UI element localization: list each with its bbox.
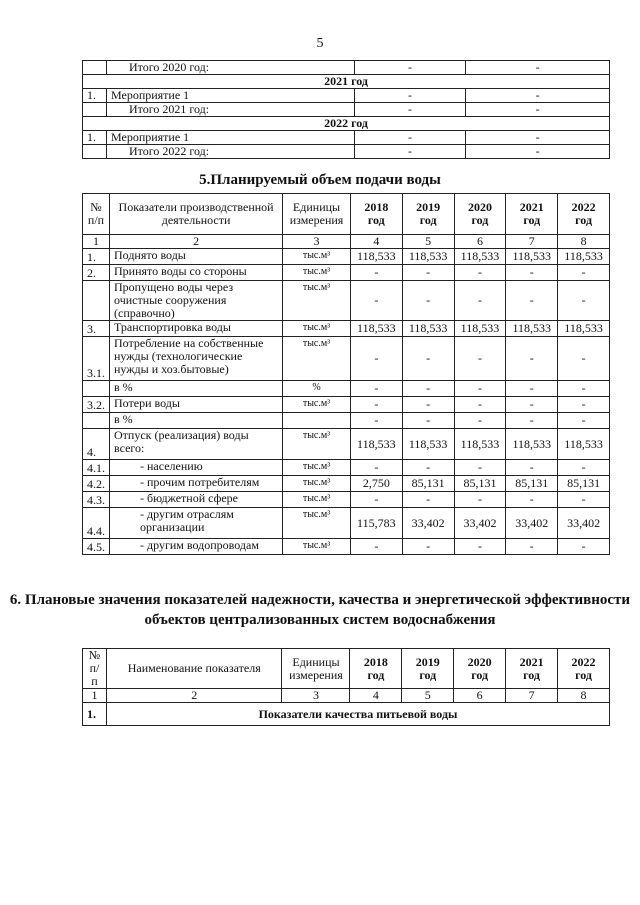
row-unit: тыс.м³ (283, 397, 351, 413)
table-row (83, 145, 610, 159)
row-name: Принято воды со стороны (110, 265, 283, 281)
row-no: 1. (83, 249, 110, 265)
row-value: - (506, 281, 558, 321)
row-value: 85,131 (558, 476, 610, 492)
row-value: - (454, 492, 506, 508)
row-unit: тыс.м³ (283, 508, 351, 539)
row-value: 33,402 (402, 508, 454, 539)
row-no: 4.5. (83, 539, 110, 555)
row-value: - (454, 381, 506, 397)
row-value: - (558, 539, 610, 555)
table-row (83, 61, 610, 75)
row-unit: тыс.м³ (283, 429, 351, 460)
year-label: 2021 год (83, 75, 610, 89)
row-value: - (350, 492, 402, 508)
row-name: Потребление на собственные нужды (технологические нужды и хоз.бытовые) (110, 337, 283, 381)
row-value: 118,533 (350, 321, 402, 337)
row-value: 118,533 (506, 249, 558, 265)
row-value: - (466, 103, 610, 117)
row-value: - (350, 381, 402, 397)
header-no: № п/п (83, 194, 110, 235)
index-cell: 7 (506, 689, 558, 703)
header-name: Наименование показателя (106, 649, 282, 689)
row-name: в % (110, 381, 283, 397)
header-no: № п/п (83, 649, 107, 689)
header-unit: Единицы измерения (282, 649, 350, 689)
row-value: - (402, 492, 454, 508)
row-unit: % (283, 381, 351, 397)
row-value: 118,533 (558, 249, 610, 265)
index-cell: 6 (454, 689, 506, 703)
row-no: 4.4. (83, 508, 110, 539)
row-value: 118,533 (558, 429, 610, 460)
index-cell: 8 (558, 235, 610, 249)
row-value: - (402, 460, 454, 476)
quality-row-no: 1. (83, 703, 107, 726)
header-year: 2020 год (454, 194, 506, 235)
table-row (83, 117, 610, 131)
index-cell: 5 (402, 689, 454, 703)
row-unit: тыс.м³ (283, 476, 351, 492)
row-value: 118,533 (454, 429, 506, 460)
row-value: - (350, 281, 402, 321)
header-year: 2022 год (558, 194, 610, 235)
row-value: - (402, 337, 454, 381)
row-name: Отпуск (реализация) воды всего: (110, 429, 283, 460)
header-year: 2018 год (350, 649, 402, 689)
row-value: - (558, 492, 610, 508)
row-value: - (454, 460, 506, 476)
row-value: 118,533 (402, 249, 454, 265)
row-unit: тыс.м³ (283, 492, 351, 508)
row-no: 1. (83, 89, 107, 103)
row-value: - (466, 145, 610, 159)
row-value: - (454, 265, 506, 281)
row-unit: тыс.м³ (283, 249, 351, 265)
section5-title: 5.Планируемый объем подачи воды (199, 172, 441, 188)
index-cell: 1 (83, 235, 110, 249)
row-name: Потери воды (110, 397, 283, 413)
row-value: - (350, 265, 402, 281)
row-name: - бюджетной сфере (110, 492, 283, 508)
table-row (83, 281, 610, 321)
row-no (83, 281, 110, 321)
row-value: - (506, 413, 558, 429)
index-cell: 2 (110, 235, 283, 249)
header-year: 2019 год (402, 194, 454, 235)
header-year: 2018 год (350, 194, 402, 235)
row-value: - (506, 265, 558, 281)
row-no: 1. (83, 131, 107, 145)
index-cell: 3 (282, 689, 350, 703)
row-value: - (402, 413, 454, 429)
row-name: Итого 2022 год: (106, 145, 354, 159)
index-cell: 1 (83, 689, 107, 703)
row-value: - (454, 539, 506, 555)
row-value: 118,533 (402, 321, 454, 337)
row-name: Транспортировка воды (110, 321, 283, 337)
row-no: 3. (83, 321, 110, 337)
row-value: 118,533 (506, 429, 558, 460)
row-name: Поднято воды (110, 249, 283, 265)
row-value: 2,750 (350, 476, 402, 492)
table-row (83, 89, 610, 103)
table-row (83, 103, 610, 117)
table-row (83, 131, 610, 145)
row-unit: тыс.м³ (283, 265, 351, 281)
index-cell: 4 (350, 235, 402, 249)
section6-title: 6. Плановые значения показателей надежности, качества и энергетической эффективности объектов централизованных систем водоснабжения (9, 592, 631, 628)
header-year: 2021 год (506, 649, 558, 689)
table-row (83, 413, 610, 429)
row-value: - (506, 381, 558, 397)
row-unit: тыс.м³ (283, 321, 351, 337)
index-cell: 5 (402, 235, 454, 249)
quality-row-label: Показатели качества питьевой воды (106, 703, 609, 726)
table-row (83, 508, 610, 539)
row-value: - (350, 539, 402, 555)
row-value: 118,533 (558, 321, 610, 337)
year-label: 2022 год (83, 117, 610, 131)
row-unit: тыс.м³ (283, 281, 351, 321)
row-value: 118,533 (350, 249, 402, 265)
row-name: в % (110, 413, 283, 429)
row-value: - (558, 265, 610, 281)
row-value: - (506, 539, 558, 555)
table-row (83, 381, 610, 397)
row-unit: тыс.м³ (283, 337, 351, 381)
table-row (83, 476, 610, 492)
row-value: - (454, 281, 506, 321)
row-unit: тыс.м³ (283, 460, 351, 476)
row-value: - (454, 397, 506, 413)
events-table (82, 60, 610, 159)
table-row (83, 539, 610, 555)
row-name: Итого 2021 год: (106, 103, 354, 117)
index-cell: 7 (506, 235, 558, 249)
row-value: - (402, 265, 454, 281)
row-value: 118,533 (350, 429, 402, 460)
row-value: - (350, 460, 402, 476)
row-value: 33,402 (558, 508, 610, 539)
row-value: - (558, 413, 610, 429)
row-value: - (350, 397, 402, 413)
row-value: - (506, 397, 558, 413)
row-no (83, 381, 110, 397)
row-no: 2. (83, 265, 110, 281)
index-cell: 3 (283, 235, 351, 249)
row-value: 118,533 (454, 321, 506, 337)
row-name: Итого 2020 год: (106, 61, 354, 75)
row-name: Пропущено воды через очистные сооружения (справочно) (110, 281, 283, 321)
row-name: - другим отраслям организации (110, 508, 283, 539)
row-value: 118,533 (454, 249, 506, 265)
row-value: - (402, 397, 454, 413)
header-name: Показатели производственной деятельности (110, 194, 283, 235)
row-value: - (350, 413, 402, 429)
row-value: 85,131 (454, 476, 506, 492)
row-no: 4.1. (83, 460, 110, 476)
header-unit: Единицы измерения (283, 194, 351, 235)
row-name: - населению (110, 460, 283, 476)
row-value: - (558, 460, 610, 476)
row-name: - прочим потребителям (110, 476, 283, 492)
row-value: - (354, 145, 466, 159)
row-value: - (506, 337, 558, 381)
table-row (83, 249, 610, 265)
header-year: 2019 год (402, 649, 454, 689)
row-value: - (558, 397, 610, 413)
row-value: 115,783 (350, 508, 402, 539)
row-name: - другим водопроводам (110, 539, 283, 555)
row-value: - (354, 103, 466, 117)
table-row (83, 265, 610, 281)
row-value: - (350, 337, 402, 381)
row-value: 33,402 (454, 508, 506, 539)
row-value: - (506, 460, 558, 476)
header-year: 2022 год (558, 649, 610, 689)
row-no (83, 61, 107, 75)
table-row (83, 460, 610, 476)
header-year: 2021 год (506, 194, 558, 235)
row-name: Мероприятие 1 (106, 89, 354, 103)
row-value: 33,402 (506, 508, 558, 539)
header-year: 2020 год (454, 649, 506, 689)
row-name: Мероприятие 1 (106, 131, 354, 145)
row-no: 4.2. (83, 476, 110, 492)
row-value: - (506, 492, 558, 508)
table-row (83, 429, 610, 460)
row-value: - (354, 89, 466, 103)
row-no: 3.1. (83, 337, 110, 381)
table-row (83, 492, 610, 508)
index-cell: 8 (558, 689, 610, 703)
row-no: 4.3. (83, 492, 110, 508)
row-value: - (454, 337, 506, 381)
index-cell: 4 (350, 689, 402, 703)
row-no: 3.2. (83, 397, 110, 413)
quality-indicators-table (82, 648, 610, 726)
row-no: 4. (83, 429, 110, 460)
row-value: - (466, 131, 610, 145)
row-value: - (466, 61, 610, 75)
row-value: 85,131 (402, 476, 454, 492)
index-cell: 6 (454, 235, 506, 249)
row-value: - (558, 337, 610, 381)
row-value: - (558, 381, 610, 397)
row-no (83, 413, 110, 429)
index-cell: 2 (106, 689, 282, 703)
row-value: - (454, 413, 506, 429)
table-row (83, 397, 610, 413)
row-value: - (402, 281, 454, 321)
row-value: - (354, 131, 466, 145)
row-value: 118,533 (506, 321, 558, 337)
table-row (83, 75, 610, 89)
row-value: - (402, 539, 454, 555)
row-value: - (402, 381, 454, 397)
row-value: 85,131 (506, 476, 558, 492)
page-number: 5 (316, 36, 324, 51)
row-no (83, 103, 107, 117)
row-value: - (558, 281, 610, 321)
row-unit: тыс.м³ (283, 539, 351, 555)
row-value: 118,533 (402, 429, 454, 460)
row-value: - (466, 89, 610, 103)
row-unit (283, 413, 351, 429)
row-value: - (354, 61, 466, 75)
row-no (83, 145, 107, 159)
water-supply-table (82, 193, 610, 555)
table-row (83, 321, 610, 337)
table-row (83, 337, 610, 381)
